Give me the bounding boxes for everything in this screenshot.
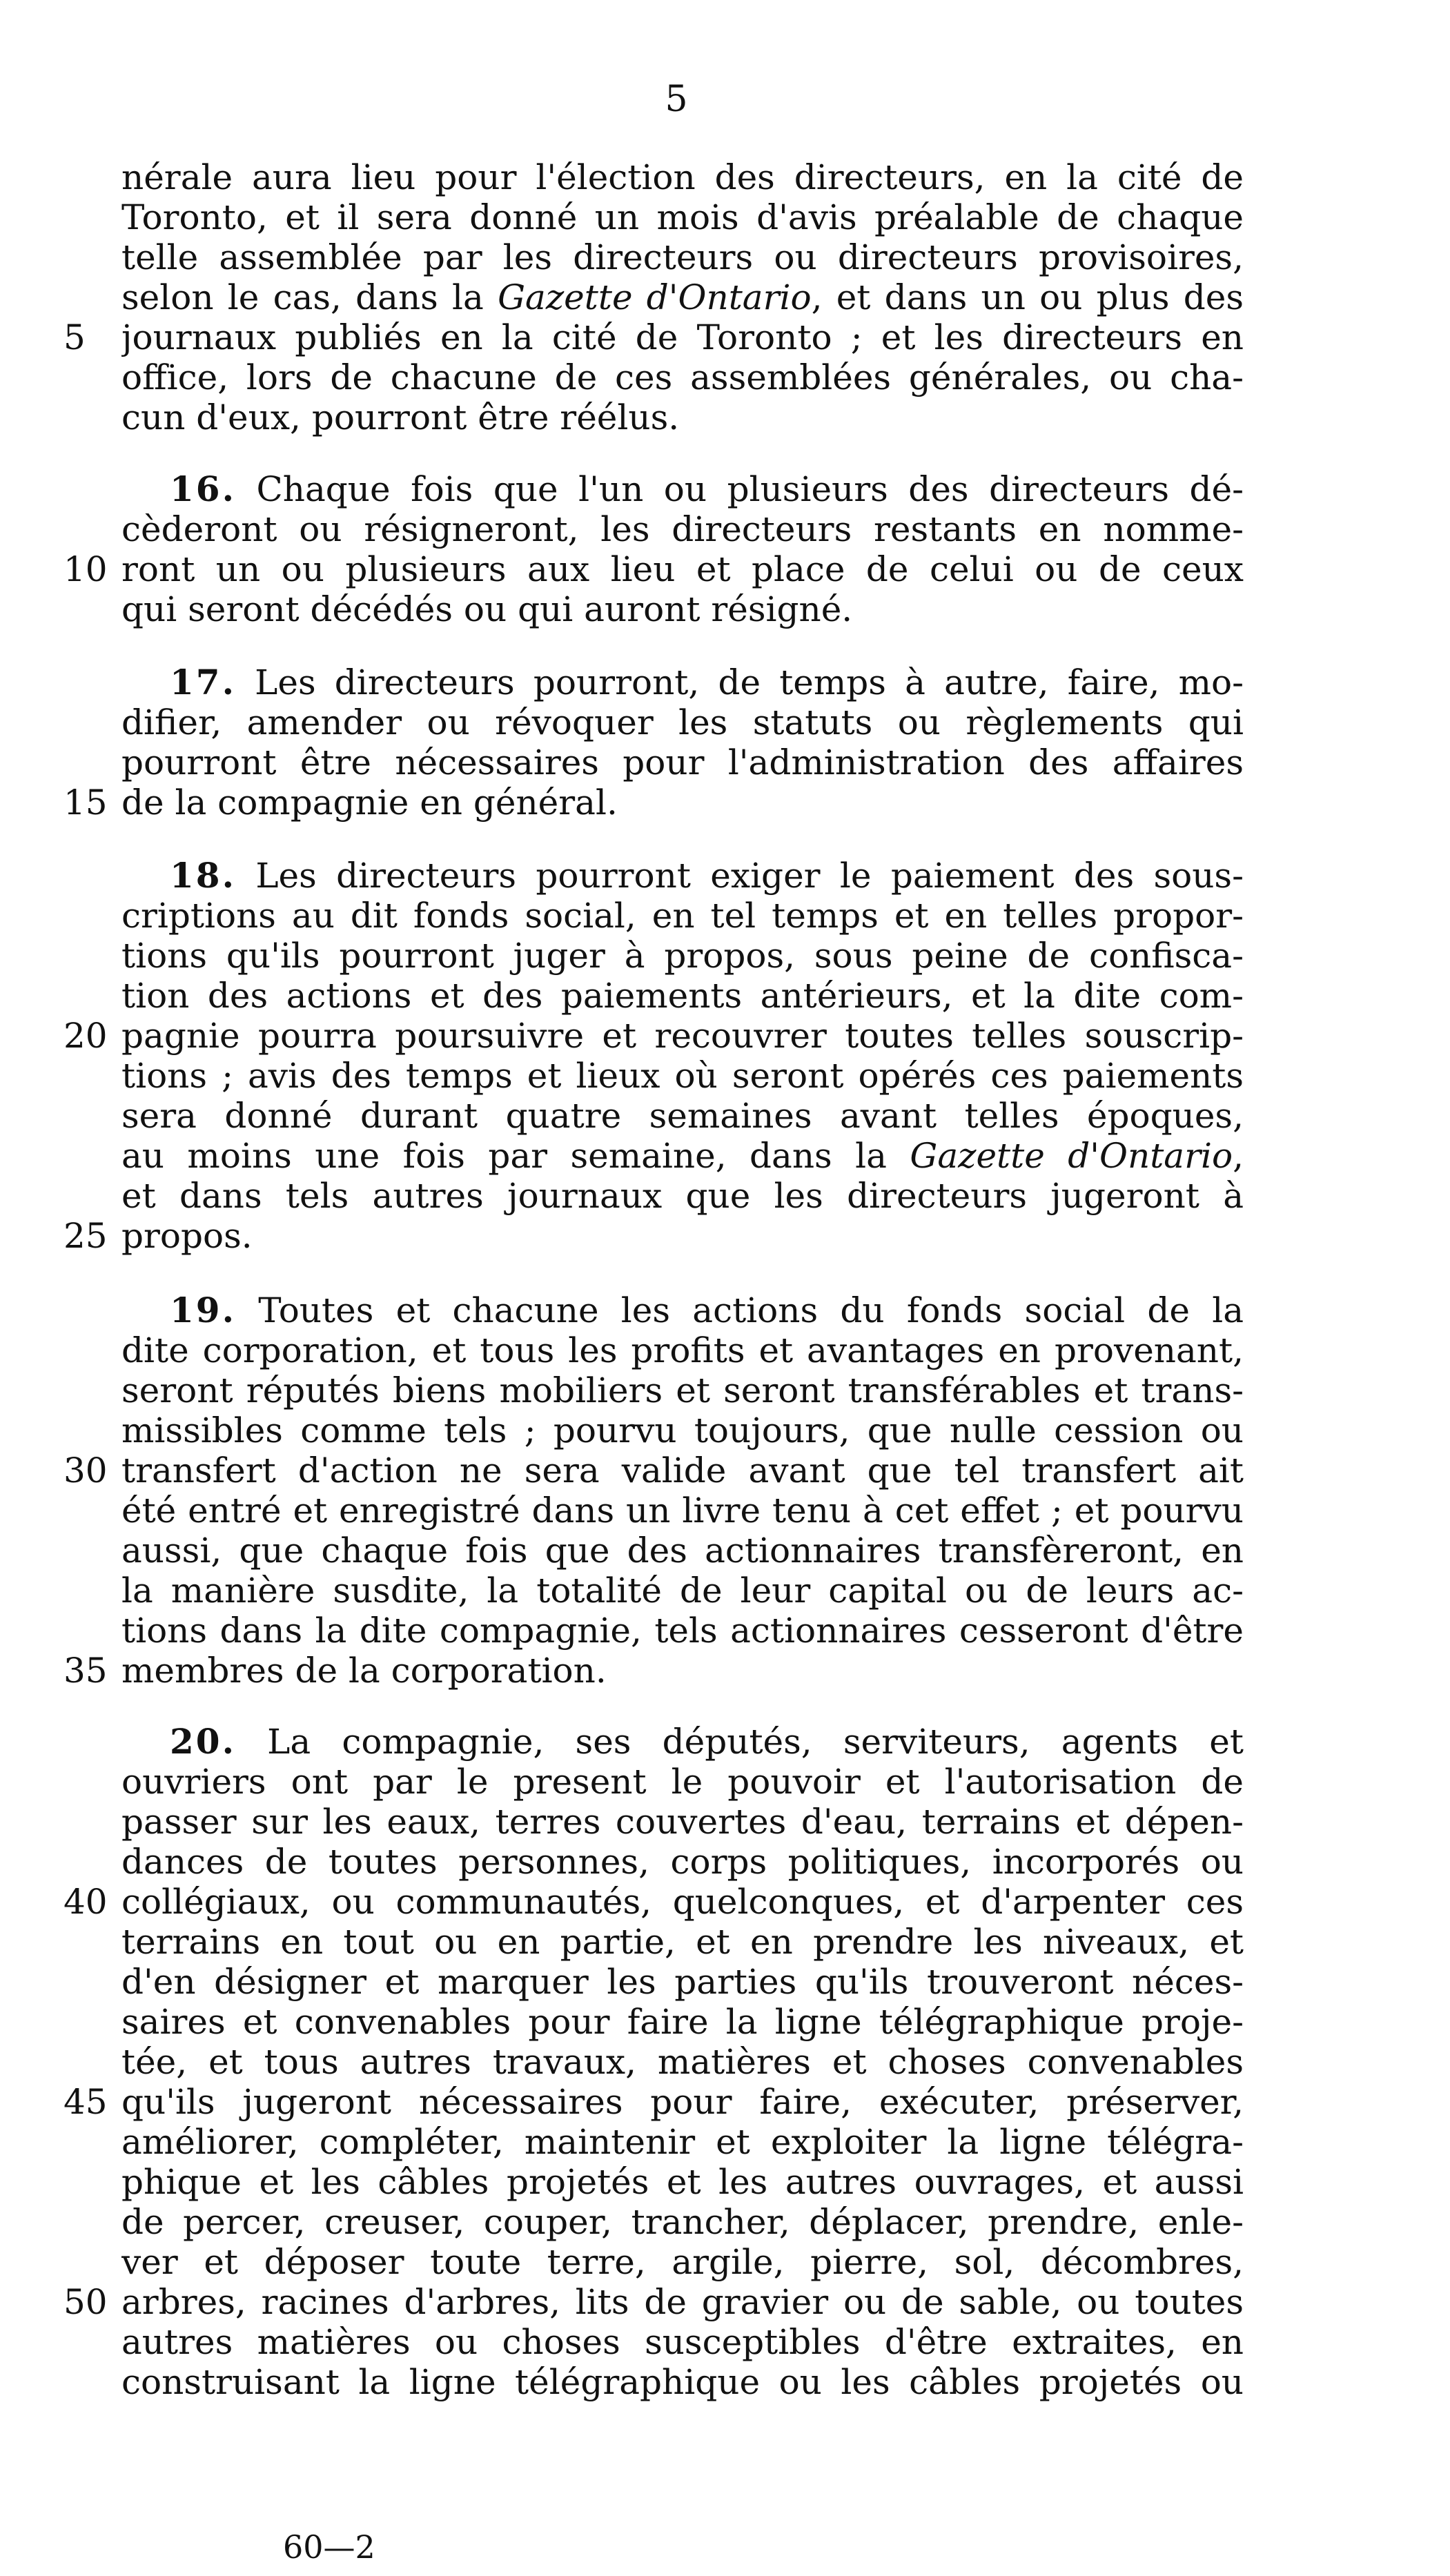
text-line [0,2282,1450,2322]
text-line [0,2122,1450,2162]
line-text [121,2082,1244,2122]
text-fragment: membres de la corporation. [121,1651,607,1691]
line-text [121,357,1244,397]
text-fragment: tions ; avis des temps et lieux où seront opérés ces paiements [121,1056,1244,1096]
text-fragment: améliorer, compléter, maintenir et exploiter la ligne télégra- [121,2122,1244,2162]
text-line [0,469,1450,509]
line-text [121,509,1244,549]
line-number: 5 [63,317,86,357]
text-line [0,2322,1450,2362]
text-line [0,936,1450,976]
text-line [0,1016,1450,1056]
section-number: 19. [170,1290,236,1330]
text-fragment: qu'ils jugeront nécessaires pour faire, exécuter, préserver, [121,2082,1244,2122]
text-fragment: été entré et enregistré dans un livre tenu à cet effet ; et pourvu [121,1491,1244,1531]
text-fragment: ver et déposer toute terre, argile, pierre, sol, décombres, [121,2242,1244,2282]
text-fragment: tions dans la dite compagnie, tels actionnaires cesseront d'être [121,1611,1244,1651]
text-line [0,1410,1450,1451]
line-text [121,743,1244,783]
text-line [0,976,1450,1016]
line-text [121,1330,1244,1370]
line-text [121,2002,1244,2042]
text-fragment: tion des actions et des paiements antérieurs, et la dite com- [121,976,1244,1016]
text-line [0,1176,1450,1216]
text-line [0,1370,1450,1410]
text-line [0,1762,1450,1802]
text-line [0,509,1450,549]
text-line [0,783,1450,823]
text-line [0,1882,1450,1922]
text-line [0,1531,1450,1571]
text-line [0,1962,1450,2002]
text-line [0,856,1450,896]
text-fragment: La compagnie, ses députés, serviteurs, agents et [236,1722,1244,1762]
line-text [121,1571,1244,1611]
text-fragment: seront réputés biens mobiliers et seront transférables et trans- [121,1370,1244,1410]
text-fragment: Les directeurs pourront, de temps à autre, faire, mo- [236,662,1244,702]
section-number: 16. [170,469,236,509]
line-text [121,1410,1244,1451]
text-line [0,357,1450,397]
text-fragment: Les directeurs pourront exiger le paiement des sous- [236,856,1244,896]
text-fragment: telle assemblée par les directeurs ou directeurs provisoires, [121,237,1244,277]
text-fragment: pagnie pourra poursuivre et recouvrer toutes telles souscrip- [121,1016,1244,1056]
paragraph [0,1290,1450,1691]
section-number: 18. [170,856,236,896]
line-text [121,2202,1244,2242]
line-text [121,277,1244,317]
line-text [121,976,1244,1016]
paragraph [0,1722,1450,2402]
text-fragment: cèderont ou résigneront, les directeurs restants en nomme- [121,509,1244,549]
line-number: 20 [63,1016,108,1056]
text-line [0,2242,1450,2282]
text-line [0,277,1450,317]
line-text [121,1922,1244,1962]
line-text [121,1842,1244,1882]
line-number: 15 [63,783,108,823]
text-fragment: journaux publiés en la cité de Toronto ; et les directeurs en [121,317,1244,357]
text-line [0,2162,1450,2202]
text-fragment: missibles comme tels ; pourvu toujours, que nulle cession ou [121,1410,1244,1451]
text-fragment: dances de toutes personnes, corps politiques, incorporés ou [121,1842,1244,1882]
italic-title: Gazette d'Ontario [910,1136,1233,1176]
text-line [0,1136,1450,1176]
text-line [0,2002,1450,2042]
text-line [0,2082,1450,2122]
text-fragment: aussi, que chaque fois que des actionnaires transfèreront, en [121,1531,1244,1571]
line-text [121,856,1244,896]
text-line [0,197,1450,237]
line-text [121,1176,1244,1216]
text-fragment: tée, et tous autres travaux, matières et choses convenables [121,2042,1244,2082]
text-line [0,1330,1450,1370]
text-line [0,1491,1450,1531]
paragraph [0,469,1450,629]
line-text [121,2322,1244,2362]
text-line [0,702,1450,743]
line-text [121,2242,1244,2282]
text-fragment: pourront être nécessaires pour l'administration des affaires [121,743,1244,783]
line-text [121,662,1244,702]
text-line [0,1802,1450,1842]
text-fragment: Chaque fois que l'un ou plusieurs des directeurs dé- [236,469,1244,509]
line-text [121,2122,1244,2162]
text-fragment: d'en désigner et marquer les parties qu'ils trouveront néces- [121,1962,1244,2002]
text-line [0,2042,1450,2082]
text-fragment: , [1233,1136,1244,1176]
text-fragment: propos. [121,1216,253,1256]
line-text [121,1651,1244,1691]
text-line [0,1096,1450,1136]
text-line [0,2362,1450,2402]
text-line [0,1571,1450,1611]
text-line [0,1056,1450,1096]
text-fragment: la manière susdite, la totalité de leur capital ou de leurs ac- [121,1571,1244,1611]
paragraph [0,856,1450,1256]
text-line [0,1290,1450,1330]
line-text [121,1451,1244,1491]
line-text [121,1096,1244,1136]
line-number: 50 [63,2282,108,2322]
line-number: 40 [63,1882,108,1922]
text-fragment: nérale aura lieu pour l'élection des directeurs, en la cité de [121,157,1244,197]
italic-title: Gazette d'Ontario [498,277,812,317]
text-line [0,1611,1450,1651]
text-line [0,662,1450,702]
text-fragment: ront un ou plusieurs aux lieu et place de celui ou de ceux [121,549,1244,589]
section-number: 17. [170,662,236,702]
text-line [0,1922,1450,1962]
line-text [121,1370,1244,1410]
text-line [0,1651,1450,1691]
text-line [0,157,1450,197]
text-fragment: qui seront décédés ou qui auront résigné. [121,589,853,629]
line-text [121,1722,1244,1762]
page-number: 5 [665,79,688,120]
line-text [121,702,1244,743]
line-text [121,1611,1244,1651]
text-line [0,397,1450,437]
text-fragment: difier, amender ou révoquer les statuts ou règlements qui [121,702,1244,743]
text-fragment: sera donné durant quatre semaines avant telles époques, [121,1096,1244,1136]
text-fragment: saires et convenables pour faire la ligne télégraphique proje- [121,2002,1244,2042]
line-text [121,1016,1244,1056]
line-text [121,2042,1244,2082]
text-fragment: tions qu'ils pourront juger à propos, sous peine de confisca- [121,936,1244,976]
text-fragment: ouvriers ont par le present le pouvoir et l'autorisation de [121,1762,1244,1802]
text-fragment: de la compagnie en général. [121,783,618,823]
line-text [121,397,1244,437]
line-text [121,1136,1244,1176]
text-line [0,2202,1450,2242]
line-text [121,237,1244,277]
text-fragment: office, lors de chacune de ces assemblées générales, ou cha- [121,357,1244,397]
line-number: 10 [63,549,108,589]
line-text [121,1882,1244,1922]
section-number: 20. [170,1722,236,1762]
line-text [121,1290,1244,1330]
text-fragment: au moins une fois par semaine, dans la [121,1136,910,1176]
text-line [0,743,1450,783]
text-fragment: , et dans un ou plus des [811,277,1244,317]
text-line [0,549,1450,589]
line-text [121,1802,1244,1842]
text-fragment: terrains en tout ou en partie, et en prendre les niveaux, et [121,1922,1244,1962]
line-text [121,1962,1244,2002]
line-text [121,2362,1244,2402]
text-fragment: Toronto, et il sera donné un mois d'avis préalable de chaque [121,197,1244,237]
line-number: 45 [63,2082,108,2122]
text-line [0,896,1450,936]
text-line [0,1451,1450,1491]
text-line [0,1722,1450,1762]
line-text [121,936,1244,976]
line-text [121,1491,1244,1531]
line-text [121,317,1244,357]
text-fragment: construisant la ligne télégraphique ou les câbles projetés ou [121,2362,1244,2402]
line-text [121,1531,1244,1571]
line-number: 30 [63,1451,108,1491]
line-text [121,157,1244,197]
text-line [0,1842,1450,1882]
paragraph [0,157,1450,437]
line-text [121,1216,1244,1256]
line-text [121,197,1244,237]
text-fragment: passer sur les eaux, terres couvertes d'eau, terrains et dépen- [121,1802,1244,1842]
signature-mark: 60—2 [283,2528,375,2566]
line-number: 25 [63,1216,108,1256]
text-fragment: selon le cas, dans la [121,277,498,317]
text-line [0,237,1450,277]
text-fragment: autres matières ou choses susceptibles d'être extraites, en [121,2322,1244,2362]
line-text [121,2162,1244,2202]
line-text [121,896,1244,936]
line-text [121,1762,1244,1802]
text-fragment: dite corporation, et tous les profits et avantages en provenant, [121,1330,1244,1370]
paragraph [0,662,1450,823]
text-fragment: phique et les câbles projetés et les autres ouvrages, et aussi [121,2162,1244,2202]
line-text [121,1056,1244,1096]
text-fragment: Toutes et chacune les actions du fonds social de la [236,1290,1244,1330]
text-fragment: collégiaux, ou communautés, quelconques, et d'arpenter ces [121,1882,1244,1922]
text-line [0,1216,1450,1256]
line-text [121,589,1244,629]
line-text [121,469,1244,509]
line-text [121,549,1244,589]
text-fragment: et dans tels autres journaux que les directeurs jugeront à [121,1176,1244,1216]
text-fragment: arbres, racines d'arbres, lits de gravier ou de sable, ou toutes [121,2282,1244,2322]
line-text [121,783,1244,823]
text-fragment: de percer, creuser, couper, trancher, déplacer, prendre, enle- [121,2202,1244,2242]
text-line [0,589,1450,629]
text-fragment: cun d'eux, pourront être réélus. [121,397,680,437]
text-fragment: criptions au dit fonds social, en tel temps et en telles propor- [121,896,1244,936]
line-text [121,2282,1244,2322]
line-number: 35 [63,1651,108,1691]
text-line [0,317,1450,357]
text-fragment: transfert d'action ne sera valide avant que tel transfert ait [121,1451,1244,1491]
